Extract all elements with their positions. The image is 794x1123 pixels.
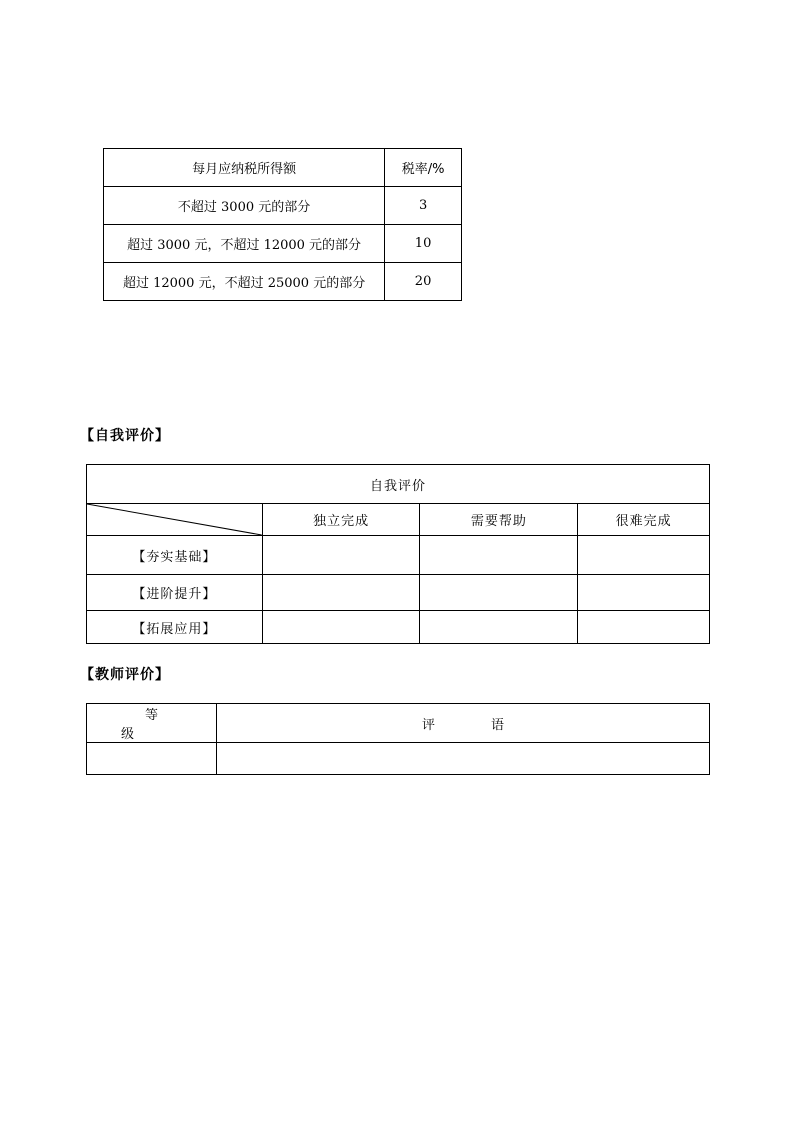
self-table-title-row [87,465,710,504]
tax-table-row [104,187,462,225]
self-evaluation-table [86,464,710,644]
self-table-row [87,611,710,644]
tax-table-rate-cell: 3 [385,187,462,225]
tax-rate-table [103,148,462,301]
evaluation-cell[interactable] [420,611,578,644]
teacher-evaluation-heading: 【教师评价】 [80,667,170,683]
evaluation-cell[interactable] [578,536,710,575]
row-label-application: 【拓展应用】 [87,611,263,644]
tax-table-row [104,263,462,301]
comment-cell[interactable] [216,743,709,775]
self-table-title: 自我评价 [87,465,710,504]
self-table-row [87,575,710,611]
self-table-row [87,536,710,575]
tax-table-rate-cell: 10 [385,225,462,263]
evaluation-cell[interactable] [420,575,578,611]
tax-table-income-cell: 超过 12000 元，不超过 25000 元的部分 [104,263,385,301]
row-label-advanced: 【进阶提升】 [87,575,263,611]
tax-table-income-cell: 不超过 3000 元的部分 [104,187,385,225]
tax-table-rate-cell: 20 [385,263,462,301]
tax-table-header-row [104,149,462,187]
column-header-need-help: 需要帮助 [420,504,578,536]
comment-header-label: 评语 [421,717,560,733]
diagonal-line [87,504,262,535]
teacher-table-header-row [87,704,710,743]
column-header-independent: 独立完成 [262,504,420,536]
grade-cell[interactable] [87,743,217,775]
diagonal-header-cell [87,504,263,536]
tax-table-income-cell: 超过 3000 元，不超过 12000 元的部分 [104,225,385,263]
row-label-foundation: 【夯实基础】 [87,536,263,575]
tax-table-row [104,225,462,263]
evaluation-cell[interactable] [578,611,710,644]
teacher-table-body-row [87,743,710,775]
self-table-header-row [87,504,710,536]
comment-header [216,704,709,743]
tax-table-header-rate: 税率/% [385,149,462,187]
evaluation-cell[interactable] [262,611,420,644]
evaluation-cell[interactable] [262,575,420,611]
tax-table-header-income: 每月应纳税所得额 [104,149,385,187]
teacher-evaluation-table [86,703,710,775]
evaluation-cell[interactable] [578,575,710,611]
evaluation-cell[interactable] [420,536,578,575]
grade-header [87,704,217,743]
grade-header-label: 等级 [120,708,206,742]
column-header-hard: 很难完成 [578,504,710,536]
self-evaluation-heading: 【自我评价】 [80,428,170,444]
evaluation-cell[interactable] [262,536,420,575]
